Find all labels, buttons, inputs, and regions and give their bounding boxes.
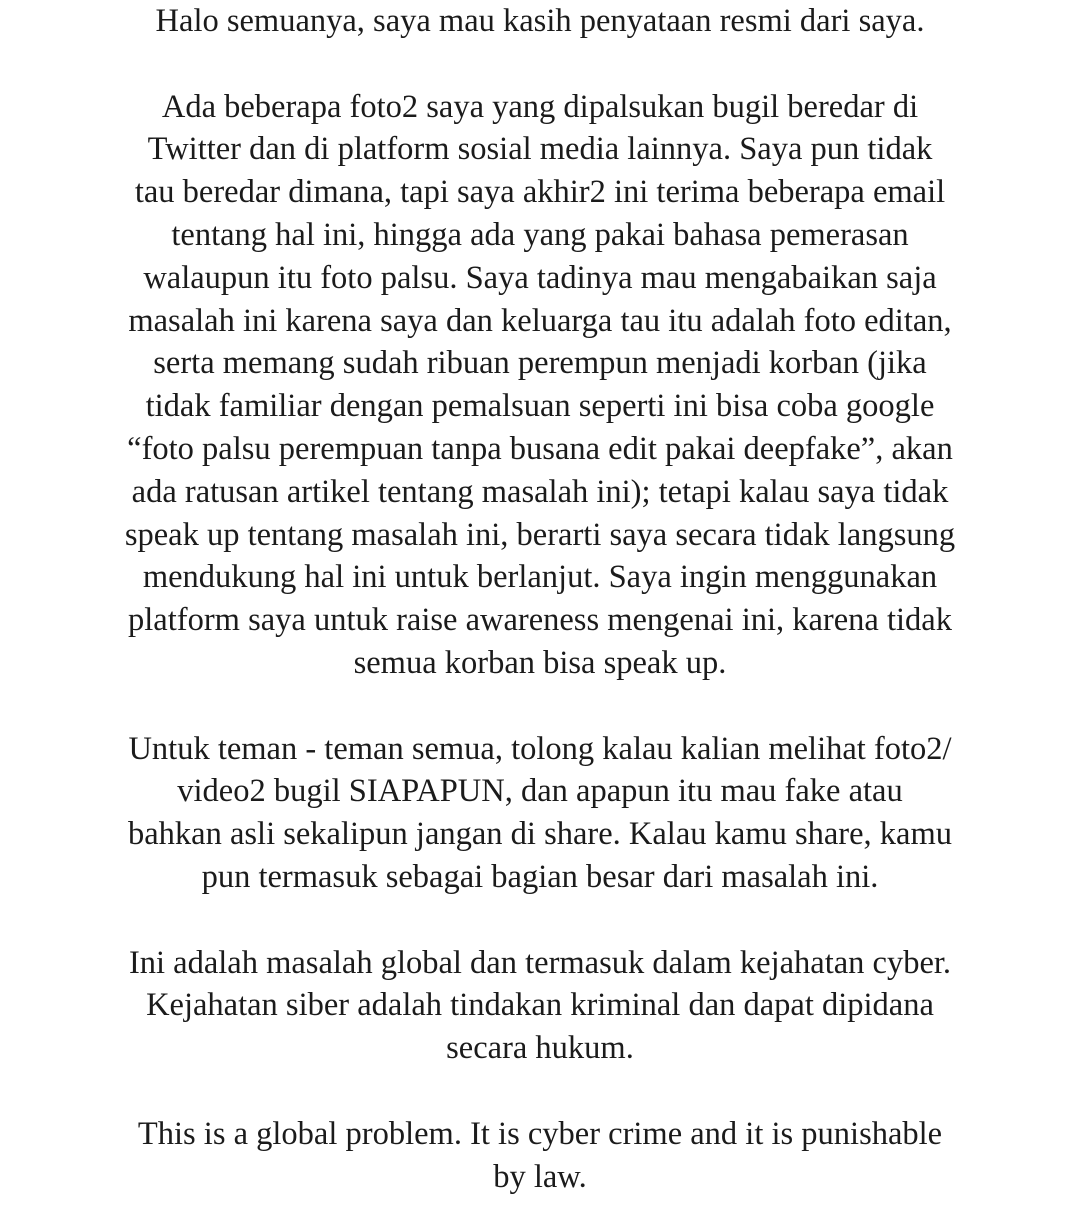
text-line: bahkan asli sekalipun jangan di share. Kalau kamu share, kamu [128, 816, 952, 853]
paragraph-explanation [14, 86, 1066, 685]
text-line: tau beredar dimana, tapi saya akhir2 ini terima beberapa email [134, 174, 946, 211]
statement-text [14, 0, 1066, 1198]
text-line: Halo semuanya, saya mau kasih penyataan resmi dari saya. [155, 3, 925, 39]
text-line: semua korban bisa speak up. [353, 644, 727, 681]
text-line: Kejahatan siber adalah tindakan kriminal dan dapat dipidana [146, 987, 934, 1024]
text-line: Untuk teman - teman semua, tolong kalau kalian melihat foto2/ [128, 730, 952, 767]
text-line: “foto palsu perempuan tanpa busana edit pakai deepfake”, akan [127, 430, 953, 467]
text-line: ada ratusan artikel tentang masalah ini); tetapi kalau saya tidak [131, 473, 949, 510]
text-line: walaupun itu foto palsu. Saya tadinya mau mengabaikan saja [143, 259, 937, 296]
text-line: by law. [493, 1158, 587, 1195]
text-line: Ini adalah masalah global dan termasuk dalam kejahatan cyber. [128, 944, 952, 981]
text-line: Twitter dan di platform sosial media lainnya. Saya pun tidak [147, 131, 933, 168]
text-line: mendukung hal ini untuk berlanjut. Saya ingin menggunakan [142, 559, 938, 596]
text-line: This is a global problem. It is cyber crime and it is punishable [137, 1115, 943, 1152]
text-line: video2 bugil SIAPAPUN, dan apapun itu mau fake atau [177, 773, 903, 810]
paragraph-cybercrime-id [14, 942, 1066, 1070]
paragraph-cybercrime-en [14, 1113, 1066, 1199]
text-line: masalah ini karena saya dan keluarga tau itu adalah foto editan, [128, 302, 952, 339]
text-line: tidak familiar dengan pemalsuan seperti ini bisa coba google [145, 388, 935, 425]
text-line: speak up tentang masalah ini, berarti saya secara tidak langsung [124, 516, 956, 553]
text-line: secara hukum. [446, 1030, 634, 1067]
paragraph-greeting [14, 0, 1066, 43]
text-line: pun termasuk sebagai bagian besar dari masalah ini. [201, 858, 879, 895]
paragraph-request [14, 728, 1066, 899]
text-line: platform saya untuk raise awareness mengenai ini, karena tidak [128, 602, 952, 639]
text-line: Ada beberapa foto2 saya yang dipalsukan bugil beredar di [161, 88, 919, 125]
text-line: serta memang sudah ribuan perempun menjadi korban (jika [153, 345, 927, 382]
text-line: tentang hal ini, hingga ada yang pakai bahasa pemerasan [171, 216, 909, 253]
